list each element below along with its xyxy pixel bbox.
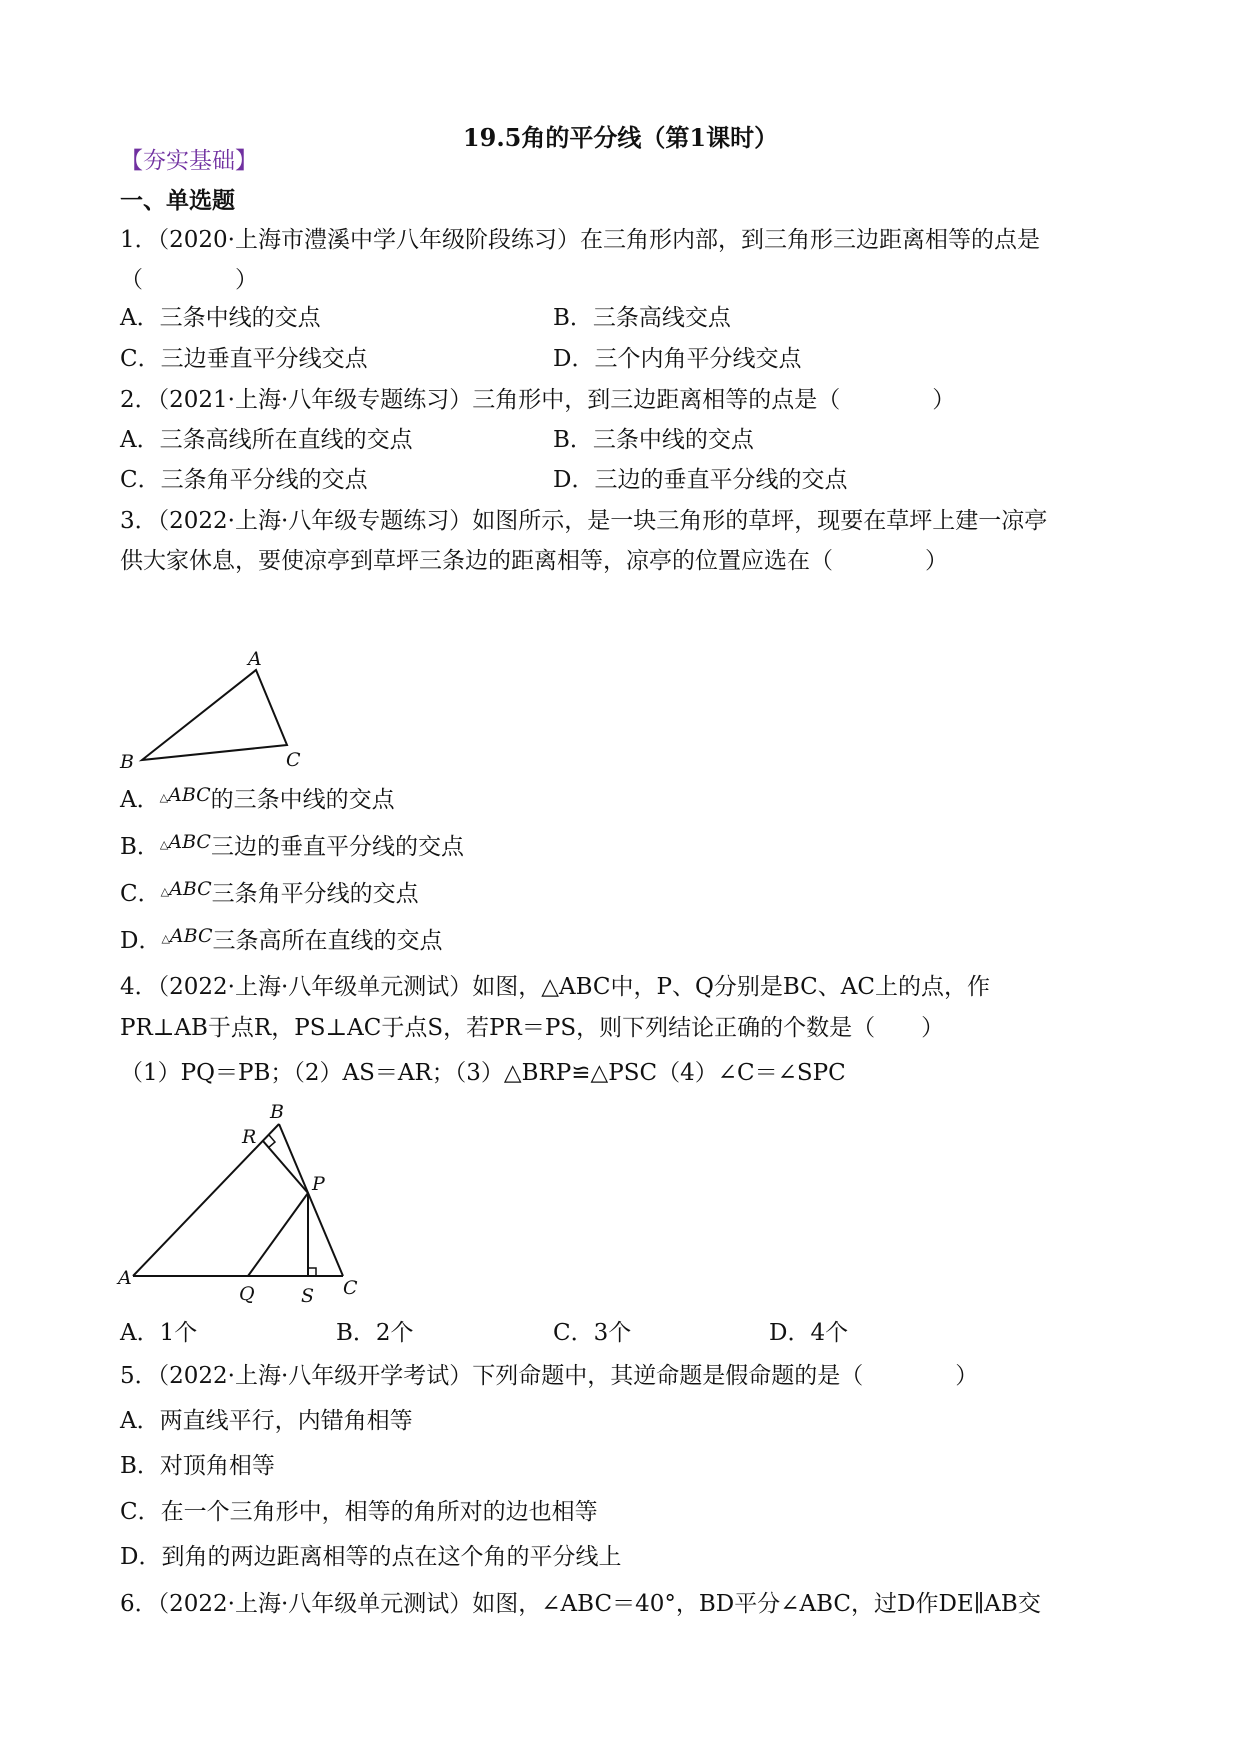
question-4-statements: （1）PQ＝PB；（2）AS＝AR；（3）△BRP≌△PSC（4）∠C＝∠SPC — [120, 1060, 846, 1086]
option-b: B．三条中线的交点 — [553, 427, 754, 453]
label-p: P — [312, 1173, 325, 1195]
label-b: B — [270, 1101, 284, 1123]
option-a: A．1个 — [120, 1320, 198, 1346]
triangle-abc-figure — [115, 650, 315, 770]
question-3-option-c: C．$^{\triangle ABC}$三条角平分线的交点 — [120, 878, 419, 907]
label-q: Q — [239, 1283, 255, 1305]
question-6-text: 6．（2022·上海·八年级单元测试）如图，∠ABC＝40°，BD平分∠ABC，过D作DE∥AB交 — [120, 1591, 1041, 1617]
triangle-symbol: △ABC — [159, 831, 211, 853]
question-3-text-cont: 供大家休息，要使凉亭到草坪三条边的距离相等，凉亭的位置应选在（ ） — [120, 548, 948, 574]
question-5-option-c: C．在一个三角形中，相等的角所对的边也相等 — [120, 1499, 598, 1525]
question-4-text: 4．（2022·上海·八年级单元测试）如图，△ABC中，P、Q分别是BC、AC上的点，作 — [120, 974, 990, 1000]
triangle-symbol: △ABC — [161, 925, 213, 947]
option-c: C．三条角平分线的交点 — [120, 467, 368, 493]
question-2-text: 2．（2021·上海·八年级专题练习）三角形中，到三边距离相等的点是（ ） — [120, 387, 956, 413]
right-angle-mark-s — [308, 1268, 316, 1276]
option-d: D．4个 — [769, 1320, 849, 1346]
option-c: C．三边垂直平分线交点 — [120, 346, 368, 372]
section-tag: 【夯实基础】 — [120, 148, 258, 174]
question-1-blank: （ ） — [120, 267, 258, 293]
option-d: D．三个内角平分线交点 — [553, 346, 802, 372]
label-a: A — [118, 1267, 132, 1289]
triangle-symbol: △ABC — [159, 784, 211, 806]
segment-pq — [248, 1193, 308, 1276]
section-heading: 一、单选题 — [120, 187, 235, 214]
triangle-symbol: △ABC — [160, 878, 212, 900]
segment-pr — [263, 1141, 308, 1193]
segment-bc — [279, 1124, 343, 1276]
question-4-text-cont: PR⊥AB于点R，PS⊥AC于点S，若PR＝PS，则下列结论正确的个数是（ ） — [120, 1015, 945, 1041]
question-5-option-a: A．两直线平行，内错角相等 — [120, 1408, 413, 1434]
question-3-text: 3．（2022·上海·八年级专题练习）如图所示，是一块三角形的草坪，现要在草坪上建一凉亭 — [120, 508, 1048, 534]
page-title: 19.5角的平分线（第1课时） — [462, 123, 779, 152]
question-5-text: 5．（2022·上海·八年级开学考试）下列命题中，其逆命题是假命题的是（ ） — [120, 1363, 979, 1389]
question-1-text: 1．（2020·上海市澧溪中学八年级阶段练习）在三角形内部，到三角形三边距离相等的点是 — [120, 227, 1040, 253]
label-c: C — [343, 1277, 358, 1299]
question-3-option-b: B．$^{\triangle ABC}$三边的垂直平分线的交点 — [120, 831, 464, 860]
option-a: A．三条高线所在直线的交点 — [120, 427, 413, 453]
label-s: S — [301, 1285, 315, 1305]
label-c: C — [286, 749, 301, 770]
question-5-option-b: B．对顶角相等 — [120, 1453, 275, 1479]
right-angle-mark-r — [268, 1135, 275, 1148]
option-a: A．三条中线的交点 — [120, 305, 321, 331]
question-5-option-d: D．到角的两边距离相等的点在这个角的平分线上 — [120, 1544, 622, 1570]
option-d: D．三边的垂直平分线的交点 — [553, 467, 848, 493]
label-a: A — [248, 650, 262, 670]
option-b: B．三条高线交点 — [553, 305, 731, 331]
label-r: R — [242, 1126, 257, 1148]
option-b: B．2个 — [336, 1320, 414, 1346]
question-3-option-d: D．$^{\triangle ABC}$三条高所在直线的交点 — [120, 925, 443, 954]
option-c: C．3个 — [553, 1320, 632, 1346]
label-b: B — [120, 751, 134, 770]
question-3-option-a: A．$^{\triangle ABC}$的三条中线的交点 — [120, 784, 395, 813]
triangle-pqrs-figure — [115, 1100, 375, 1305]
segment-ab — [133, 1124, 279, 1276]
triangle-abc — [142, 670, 287, 760]
